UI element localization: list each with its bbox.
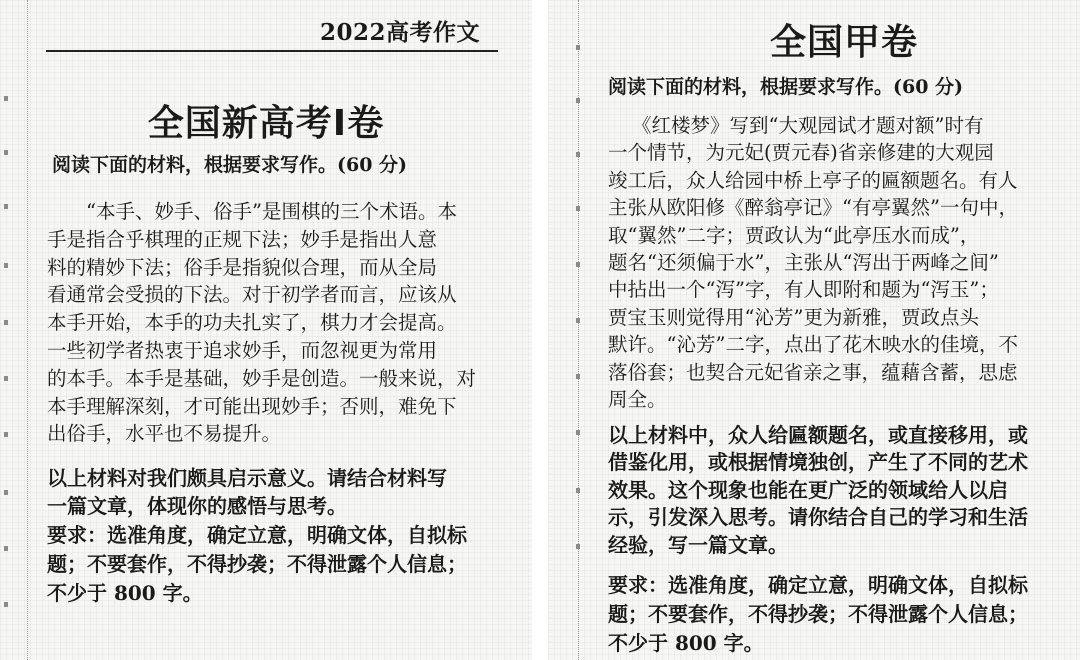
requirements [47,521,467,608]
text-line: 的本手。本手是基础，妙手是创造。一般来说，对 [47,366,477,390]
left-exam-page [0,0,532,660]
page-header: 2022高考作文 [320,19,481,46]
instruction-text: 阅读下面的材料，根据要求写作。(60 分) [608,76,964,98]
binding-mark [4,263,8,268]
exam-title: 全国新高考Ⅰ卷 [147,103,385,144]
text-line: 本手开始，本手的功夫扎实了，棋力才会提高。 [47,311,457,335]
binding-mark [4,376,8,381]
text-line: 不少于 800 字。 [608,631,764,655]
text-line: 示，引发深入思考。请你结合自己的学习和生活 [608,505,1028,530]
exam-title: 全国甲卷 [769,22,918,63]
page-gap [532,0,548,660]
binding-mark [4,546,8,551]
text-line: 看通常会受损的下法。对于初学者而言，应该从 [47,283,457,307]
text-line: 本手理解深刻，才可能出现妙手；否则，难免下 [47,394,457,418]
text-line: 借鉴化用，或根据情境独创，产生了不同的艺术 [608,450,1028,475]
text-line: 题名“还须偏于水”，主张从“泻出于两峰之间” [608,250,999,274]
text-line: 周全。 [608,387,667,411]
binding-mark [4,602,8,607]
text-line: 效果。这个现象也能在更广泛的领域给人以启 [608,477,1008,502]
binding-mark [576,430,580,435]
writing-prompt [47,464,447,520]
text-line: 手是指合乎棋理的正规下法；妙手是指出人意 [47,227,438,251]
text-line: 以上材料中，众人给匾额题名，或直接移用，或 [608,423,1028,447]
binding-mark [4,490,8,495]
material-passage [47,198,476,448]
binding-mark [576,152,580,157]
text-line: 一些初学者热衷于追求妙手，而忽视更为常用 [47,338,438,362]
binding-mark [576,206,580,211]
text-line: 要求：选准角度，确定立意，明确文体，自拟标 [608,573,1028,597]
text-line: 出俗手，水平也不易提升。 [47,422,282,446]
binding-mark [4,320,8,325]
text-line: “本手、妙手、俗手”是围棋的三个术语。本 [86,200,457,223]
text-line: 经验，写一篇文章。 [608,532,788,557]
header-rule [46,50,498,52]
text-line: 主张从欧阳修《醉翁亭记》“有亭翼然”一句中， [608,196,1018,220]
text-line: 取“翼然”二字；贾政认为“此亭压水而成”， [608,223,980,247]
binding-mark [4,432,8,437]
text-line: 不少于 800 字。 [47,581,203,605]
writing-prompt [608,422,1028,559]
binding-mark [576,98,580,103]
binding-mark [4,150,8,155]
instruction-text: 阅读下面的材料，根据要求写作。(60 分) [52,154,408,176]
text-line: 《红楼梦》写到“大观园试才题对额”时有 [632,114,984,137]
text-line: 默许。“沁芳”二字，点出了花木映水的佳境，不 [608,333,1018,357]
binding-mark [576,544,580,549]
binding-mark [576,374,580,379]
text-line: 以上材料对我们颇具启示意义。请结合材料写 [47,466,447,490]
material-passage [608,112,1018,413]
text-line: 料的精妙下法；俗手是指貌似合理，而从全局 [47,255,438,279]
text-line: 贾宝玉则觉得用“沁芳”更为新雅，贾政点头 [608,305,979,329]
text-line: 题；不要套作，不得抄袭；不得泄露个人信息； [47,552,467,576]
text-line: 中拈出一个“泻”字，有人即附和题为“泻玉”； [608,278,999,302]
binding-mark [576,318,580,323]
binding-mark [4,204,8,209]
text-line: 一篇文章，体现你的感悟与思考。 [47,494,347,518]
right-exam-page [548,0,1080,660]
text-line: 要求：选准角度，确定立意，明确文体，自拟标 [47,523,467,547]
binding-mark [576,488,580,493]
binding-mark [576,262,580,267]
text-line: 落俗套；也契合元妃省亲之事，蕴藉含蓄，思虑 [608,360,1018,384]
text-line: 竣工后，众人给园中桥上亭子的匾额题名。有人 [608,168,1018,192]
text-line: 题；不要套作，不得抄袭；不得泄露个人信息； [608,602,1028,626]
text-line: 一个情节，为元妃(贾元春)省亲修建的大观园 [608,141,994,165]
requirements [608,571,1028,658]
